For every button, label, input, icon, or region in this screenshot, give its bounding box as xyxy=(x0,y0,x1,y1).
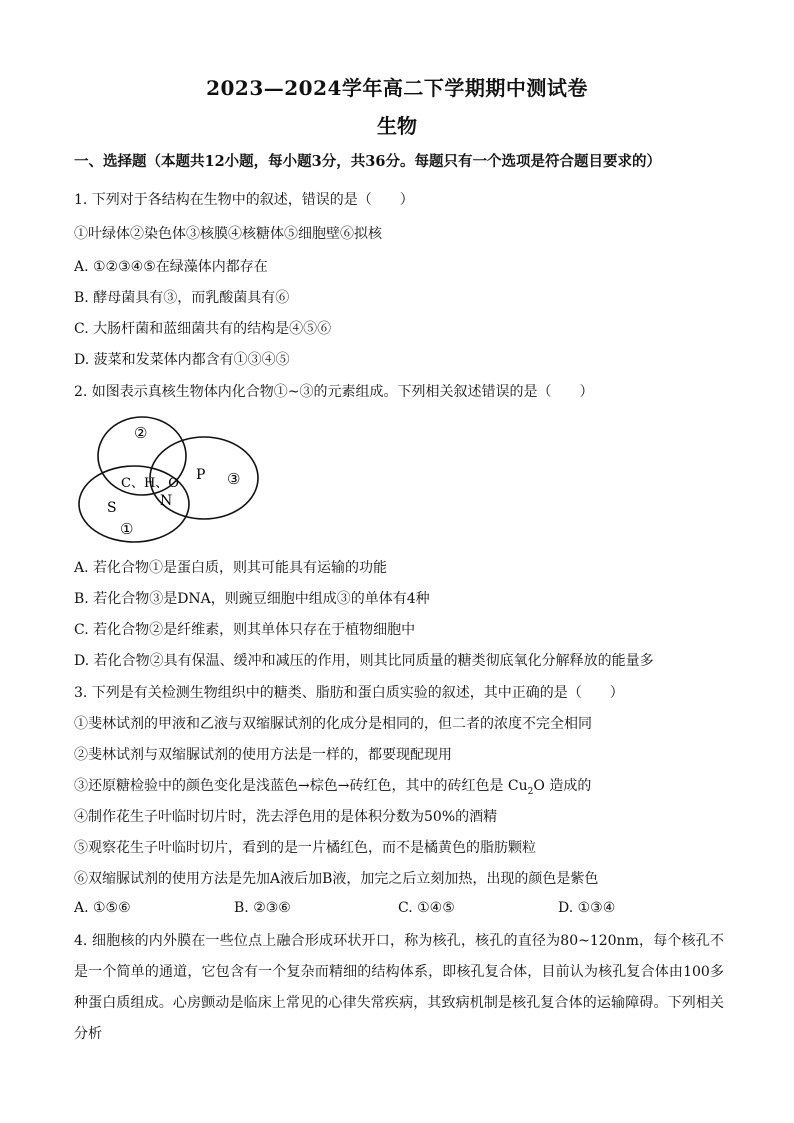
venn-element-p: P xyxy=(196,467,206,483)
q2-option-d: D. 若化合物②具有保温、缓冲和减压的作用，则其比同质量的糖类彻底氧化分解释放的能量多 xyxy=(74,653,654,669)
q3-option-c: C. ①④⑤ xyxy=(398,900,455,916)
venn-diagram xyxy=(74,412,264,547)
q3-item-6: ⑥双缩脲试剂的使用方法是先加A液后加B液，加完之后立刻加热，出现的颜色是紫色 xyxy=(74,871,599,887)
venn-label-1: ① xyxy=(120,520,134,538)
q3-item-5: ⑤观察花生子叶临时切片，看到的是一片橘红色，而不是橘黄色的脂肪颗粒 xyxy=(74,840,536,856)
q3-option-a: A. ①⑤⑥ xyxy=(74,900,131,916)
q4-text: 4. 细胞核的内外膜在一些位点上融合形成环状开口，称为核孔，核孔的直径为80~120nm，每个核孔不是一个简单的通道，它包含有一个复杂而精细的结构体系，即核孔复合体，目前认为核孔复合体由100多种蛋白质组成。心房颤动是临床上常见的心律失常疾病，其致病机制是核孔复合体的运输障碍。下列相关分析 xyxy=(74,933,724,1042)
q3-item-3-formula: $Cu_2O$ xyxy=(507,778,545,797)
q3-item-3 xyxy=(74,775,591,797)
venn-center-elements: C、H、O xyxy=(121,476,179,491)
q3-option-d: D. ①③④ xyxy=(558,900,616,916)
q2-option-a: A. 若化合物①是蛋白质，则其可能具有运输的功能 xyxy=(74,560,388,576)
q3-item-3-text: ③还原糖检验中的颜色变化是浅蓝色→棕色→砖红色，其中的砖红色是 xyxy=(74,778,504,794)
q1-option-b: B. 酵母菌具有③，而乳酸菌具有⑥ xyxy=(74,290,290,306)
q1-stem: 1. 下列对于各结构在生物中的叙述，错误的是（ ） xyxy=(74,192,414,208)
q1-option-c: C. 大肠杆菌和蓝细菌共有的结构是④⑤⑥ xyxy=(74,321,332,337)
q3-stem: 3. 下列是有关检测生物组织中的糖类、脂肪和蛋白质实验的叙述，其中正确的是（ ） xyxy=(74,685,624,701)
venn-element-s: S xyxy=(107,500,117,516)
q1-option-a: A. ①②③④⑤在绿藻体内都存在 xyxy=(74,259,268,275)
q3-option-b: B. ②③⑥ xyxy=(234,900,291,916)
q2-option-c: C. 若化合物②是纤维素，则其单体只存在于植物细胞中 xyxy=(74,622,416,638)
q3-item-3-suffix: 造成的 xyxy=(549,778,592,794)
q1-option-d: D. 菠菜和发菜体内都含有①③④⑤ xyxy=(74,352,290,368)
section-heading: 一、选择题（本题共12小题，每小题3分，共36分。每题只有一个选项是符合题目要求的） xyxy=(74,153,661,170)
exam-title: 2023—2024学年高二下学期期中测试卷 xyxy=(206,76,588,100)
subject-title: 生物 xyxy=(377,114,417,138)
q1-structure-list: ①叶绿体②染色体③核膜④核糖体⑤细胞壁⑥拟核 xyxy=(74,226,382,242)
q3-item-1: ①斐林试剂的甲液和乙液与双缩脲试剂的化成分是相同的，但二者的浓度不完全相同 xyxy=(74,716,592,732)
venn-element-n: N xyxy=(160,493,173,509)
venn-label-3: ③ xyxy=(227,470,241,488)
venn-label-2: ② xyxy=(134,424,148,442)
q2-stem: 2. 如图表示真核生物体内化合物①~③的元素组成。下列相关叙述错误的是（ ） xyxy=(74,384,594,400)
q2-option-b: B. 若化合物③是DNA，则豌豆细胞中组成③的单体有4种 xyxy=(74,591,430,607)
q3-item-4: ④制作花生子叶临时切片时，洗去浮色用的是体积分数为50%的酒精 xyxy=(74,809,498,825)
q3-item-2: ②斐林试剂与双缩脲试剂的使用方法是一样的，都要现配现用 xyxy=(74,747,452,763)
